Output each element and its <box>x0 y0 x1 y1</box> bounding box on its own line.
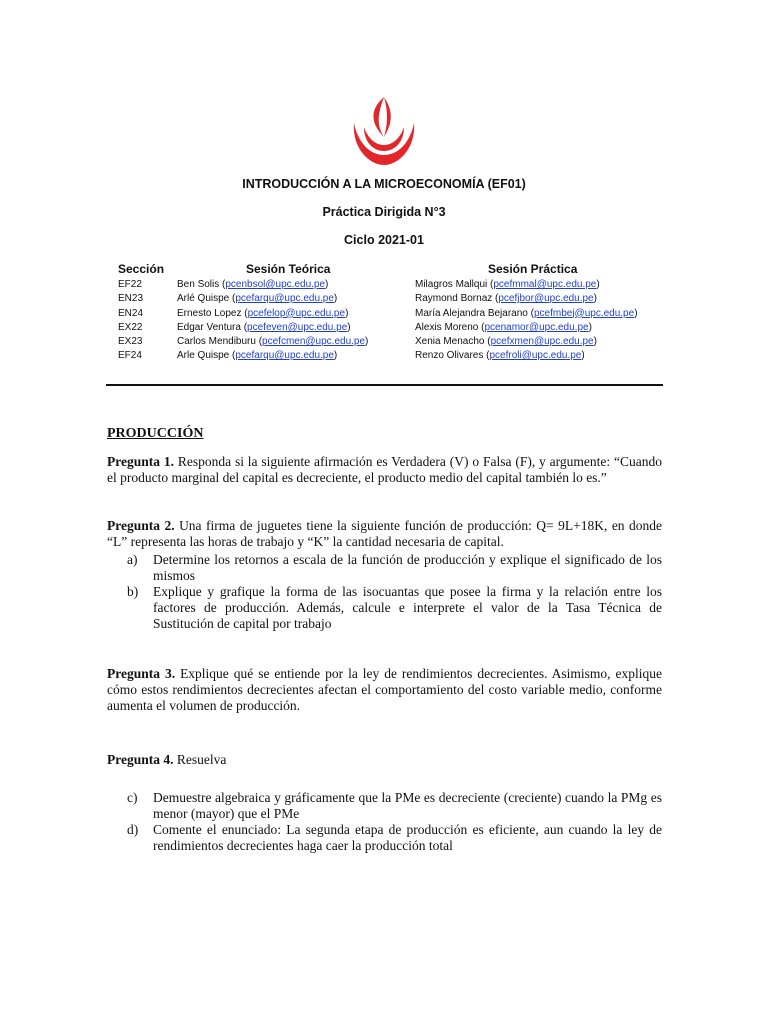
course-title: INTRODUCCIÓN A LA MICROECONOMÍA (EF01) <box>242 177 526 191</box>
theory-instructor: Ernesto Lopez (pcefelop@upc.edu.pe) <box>177 307 349 319</box>
question-1-text: Responda si la siguiente afirmación es Verdadera (V) o Falsa (F), y argumente: “Cuando el producto marginal del capital es decreciente, el producto medio del capital también lo es.” <box>107 454 662 485</box>
staff-table-header <box>118 262 678 278</box>
theory-instructor: Arlé Quispe (pcefarqu@upc.edu.pe) <box>177 293 338 305</box>
practice-instructor: María Alejandra Bejarano (pcefmbej@upc.edu.pe) <box>415 307 638 319</box>
email-link[interactable]: pcefcmen@upc.edu.pe <box>262 336 366 348</box>
practice-instructor: Raymond Bornaz (pcefjbor@upc.edu.pe) <box>415 293 597 305</box>
email-link[interactable]: pcenbsol@upc.edu.pe <box>225 279 326 290</box>
question-2-text: Una firma de juguetes tiene la siguiente función de producción: Q= 9L+18K, en donde “L” representa las horas de trabajo y “K” la cantidad necesaria de capital. <box>107 518 663 549</box>
instructor-name: Ben Solis <box>177 279 220 290</box>
practice-instructor: Milagros Mallqui (pcefmmal@upc.edu.pe) <box>415 279 600 290</box>
email-link[interactable]: pcefmbej@upc.edu.pe <box>533 307 635 319</box>
instructor-name: Renzo Olivares <box>415 350 484 362</box>
table-row <box>118 278 678 292</box>
staff-table <box>118 262 678 364</box>
email-link[interactable]: pcefelop@upc.edu.pe <box>247 307 346 319</box>
practice-instructor: Renzo Olivares (pcefroli@upc.edu.pe) <box>415 350 585 362</box>
question-1-label: Pregunta 1. <box>107 454 174 469</box>
question-1 <box>107 454 662 486</box>
table-row <box>118 335 678 349</box>
instructor-name: Xenia Menacho <box>415 336 485 348</box>
email-link[interactable]: pcefarqu@upc.edu.pe <box>235 350 334 362</box>
divider <box>106 384 663 386</box>
cycle-title: Ciclo 2021-01 <box>344 233 424 247</box>
header-section: Sección <box>118 262 165 276</box>
question-3-text: Explique qué se entiende por la ley de rendimientos decrecientes. Asimismo, explique cómo estos rendimientos decrecientes afectan el comportamiento del costo variable medio, conforme aumenta el volumen de producción. <box>107 666 663 713</box>
instructor-name: Arlé Quispe <box>177 293 230 305</box>
practice-instructor: Xenia Menacho (pcefxmen@upc.edu.pe) <box>415 336 597 348</box>
email-link[interactable]: pcefxmen@upc.edu.pe <box>490 336 594 348</box>
table-row <box>118 321 678 335</box>
list-item <box>107 552 662 584</box>
instructor-name: Arle Quispe <box>177 350 230 362</box>
theory-instructor: Carlos Mendiburu (pcefcmen@upc.edu.pe) <box>177 336 369 348</box>
email-link[interactable]: pcefarqu@upc.edu.pe <box>235 293 334 305</box>
question-4-label: Pregunta 4. <box>107 752 174 767</box>
practice-title: Práctica Dirigida N°3 <box>322 205 446 219</box>
theory-instructor: Edgar Ventura (pcefeven@upc.edu.pe) <box>177 321 351 333</box>
question-3 <box>107 666 662 714</box>
section-code: EX23 <box>118 336 143 348</box>
item-marker: a) <box>127 552 138 567</box>
question-2 <box>107 518 662 550</box>
instructor-name: Alexis Moreno <box>415 321 479 333</box>
question-4 <box>107 752 662 768</box>
section-title: PRODUCCIÓN <box>107 426 204 441</box>
email-link[interactable]: pcefeven@upc.edu.pe <box>247 321 348 333</box>
list-item <box>107 822 662 854</box>
upc-logo <box>348 93 420 173</box>
theory-instructor: Arle Quispe (pcefarqu@upc.edu.pe) <box>177 350 338 362</box>
item-marker: d) <box>127 822 139 837</box>
question-2-items <box>107 552 662 632</box>
section-code: EN23 <box>118 293 144 305</box>
question-4-text: Resuelva <box>176 752 227 767</box>
item-marker: c) <box>127 790 138 805</box>
list-item <box>107 790 662 822</box>
list-item <box>107 584 662 632</box>
table-row <box>118 307 678 321</box>
instructor-name: Raymond Bornaz <box>415 293 493 305</box>
table-row <box>118 349 678 363</box>
theory-instructor: Ben Solis (pcenbsol@upc.edu.pe) <box>177 279 329 290</box>
item-marker: b) <box>127 584 139 599</box>
section-code: EF22 <box>118 279 142 290</box>
email-link[interactable]: pcenamor@upc.edu.pe <box>484 321 589 333</box>
instructor-name: Edgar Ventura <box>177 321 241 333</box>
instructor-name: Carlos Mendiburu <box>177 336 256 348</box>
item-text: Demuestre algebraica y gráficamente que la PMe es decreciente (creciente) cuando la PMg es menor (mayor) que el PMe <box>153 790 662 821</box>
header-practice: Sesión Práctica <box>488 262 578 276</box>
item-text: Determine los retornos a escala de la función de producción y explique el significado de los mismos <box>153 552 662 583</box>
question-2-label: Pregunta 2. <box>107 518 175 533</box>
email-link[interactable]: pcefmmal@upc.edu.pe <box>493 279 597 290</box>
header-theory: Sesión Teórica <box>246 262 331 276</box>
section-code: EN24 <box>118 307 144 319</box>
item-text: Comente el enunciado: La segunda etapa de producción es eficiente, aun cuando la ley de rendimientos decrecientes haga caer la producción total <box>153 822 662 853</box>
table-row <box>118 292 678 306</box>
email-link[interactable]: pcefjbor@upc.edu.pe <box>498 293 594 305</box>
instructor-name: Milagros Mallqui <box>415 279 488 290</box>
practice-instructor: Alexis Moreno (pcenamor@upc.edu.pe) <box>415 321 592 333</box>
section-code: EF24 <box>118 350 142 362</box>
question-3-label: Pregunta 3. <box>107 666 176 681</box>
instructor-name: María Alejandra Bejarano <box>415 307 528 319</box>
email-link[interactable]: pcefroli@upc.edu.pe <box>489 350 582 362</box>
question-4-items <box>107 790 662 854</box>
instructor-name: Ernesto Lopez <box>177 307 242 319</box>
section-code: EX22 <box>118 321 143 333</box>
item-text: Explique y grafique la forma de las isocuantas que posee la firma y la relación entre los factores de producción. Además, calcule e interprete el valor de la Tasa Técnica de Sustitución de capital por trabajo <box>153 584 662 631</box>
